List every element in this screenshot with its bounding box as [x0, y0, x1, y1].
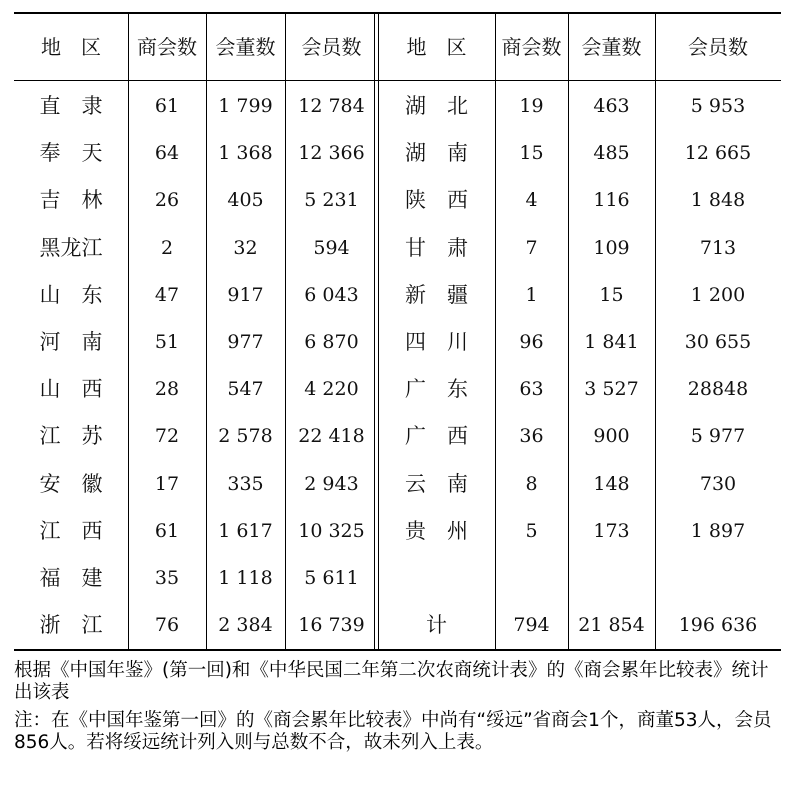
region-cell: 江 苏 [39, 424, 103, 449]
region-cell: 甘 肃 [405, 235, 468, 260]
column-header: 会董数 [215, 35, 276, 59]
value-cell: 1 897 [690, 519, 746, 542]
value-cell: 485 [593, 142, 630, 165]
value-cell: 1 841 [584, 331, 639, 353]
value-cell: 61 [154, 95, 180, 117]
value-cell: 594 [313, 236, 350, 259]
value-cell: 148 [593, 472, 630, 495]
column-header: 地 区 [41, 35, 101, 59]
region-cell: 江 西 [39, 518, 103, 543]
region-cell: 河 南 [39, 330, 103, 354]
value-cell: 109 [593, 236, 630, 259]
value-cell: 405 [227, 189, 264, 212]
value-cell: 1 [525, 283, 538, 306]
region-cell: 四 川 [405, 330, 468, 354]
value-cell: 72 [154, 425, 180, 448]
value-cell: 21 854 [578, 614, 645, 637]
value-cell: 5 231 [304, 189, 359, 212]
value-cell: 2 578 [218, 425, 273, 448]
region-cell: 吉 林 [39, 188, 103, 213]
value-cell: 173 [593, 519, 630, 542]
value-cell: 713 [699, 236, 737, 259]
value-cell: 28 [154, 378, 180, 401]
value-cell: 2 384 [218, 614, 273, 637]
value-cell: 17 [154, 472, 180, 495]
value-cell: 2 [160, 236, 174, 259]
region-cell: 广 东 [405, 377, 468, 402]
value-cell: 28848 [687, 378, 749, 401]
value-cell: 2 943 [304, 472, 359, 495]
value-cell: 463 [593, 95, 630, 117]
value-cell: 7 [525, 236, 538, 259]
value-cell: 4 [525, 189, 538, 212]
column-header: 商会数 [137, 35, 197, 59]
value-cell: 30 655 [684, 331, 752, 353]
value-cell: 32 [233, 236, 258, 259]
value-cell: 116 [593, 189, 630, 212]
region-cell: 广 西 [405, 424, 468, 449]
value-cell: 8 [525, 472, 538, 495]
value-cell: 5 [525, 519, 538, 542]
value-cell: 12 366 [298, 142, 365, 165]
source-note: 根据《中国年鉴》(第一回)和《中华民国二年第二次农商统计表》的《商会累年比较表》统计出该表 [14, 660, 769, 703]
column-header: 会董数 [581, 35, 642, 59]
region-cell: 湖 北 [405, 94, 468, 118]
value-cell: 1 799 [218, 95, 273, 117]
value-cell: 15 [519, 142, 544, 165]
value-cell: 547 [227, 378, 264, 401]
region-cell: 贵 州 [405, 518, 468, 543]
value-cell: 19 [519, 95, 544, 117]
value-cell: 63 [519, 378, 544, 401]
column-header: 会员数 [301, 35, 362, 59]
region-cell: 奉 天 [39, 141, 103, 166]
region-cell: 黑龙江 [39, 235, 103, 260]
value-cell: 61 [154, 519, 180, 542]
column-header: 商会数 [501, 35, 562, 59]
value-cell: 26 [154, 189, 180, 212]
value-cell: 1 118 [218, 567, 273, 589]
value-cell: 4 220 [304, 378, 359, 401]
value-cell: 6 870 [304, 331, 359, 353]
value-cell: 51 [154, 331, 180, 353]
value-cell: 1 617 [218, 519, 273, 542]
value-cell: 3 527 [584, 378, 639, 401]
value-cell: 6 043 [304, 283, 359, 306]
region-cell: 直 隶 [39, 94, 103, 118]
region-cell: 山 西 [39, 377, 103, 402]
value-cell: 1 848 [690, 189, 746, 212]
column-header: 会员数 [688, 35, 748, 59]
table-caption [14, 660, 784, 754]
value-cell: 917 [227, 283, 264, 306]
value-cell: 5 953 [690, 95, 746, 117]
value-cell: 96 [519, 331, 544, 353]
column-header: 地 区 [406, 35, 467, 59]
value-cell: 196 636 [678, 614, 758, 637]
region-cell: 山 东 [39, 282, 103, 307]
region-cell: 湖 南 [405, 141, 468, 166]
value-cell: 10 325 [298, 519, 365, 542]
header-rule [14, 80, 781, 81]
value-cell: 900 [593, 425, 630, 448]
footnote: 注：在《中国年鉴第一回》的《商会累年比较表》中尚有“绥远”省商会1个，商董53人，会员856人。若将绥远统计列入则与总数不合，故未列入上表。 [14, 710, 772, 753]
value-cell: 730 [699, 472, 737, 495]
region-cell: 计 [426, 613, 447, 638]
value-cell: 5 611 [304, 567, 359, 589]
value-cell: 1 368 [218, 142, 273, 165]
value-cell: 76 [154, 614, 180, 637]
value-cell: 22 418 [298, 425, 365, 448]
value-cell: 12 665 [684, 142, 752, 165]
value-cell: 977 [227, 331, 264, 353]
table-bottom-rule [14, 649, 781, 651]
region-cell: 浙 江 [39, 613, 103, 638]
value-cell: 335 [227, 472, 264, 495]
value-cell: 5 977 [690, 425, 746, 448]
value-cell: 794 [513, 614, 550, 637]
value-cell: 36 [519, 425, 544, 448]
region-cell: 云 南 [405, 471, 468, 496]
value-cell: 16 739 [298, 614, 365, 637]
value-cell: 1 200 [690, 283, 746, 306]
value-cell: 35 [154, 567, 180, 589]
value-cell: 15 [599, 283, 624, 306]
value-cell: 64 [154, 142, 180, 165]
table-top-rule [14, 12, 781, 14]
region-cell: 新 疆 [405, 282, 468, 307]
region-cell: 安 徽 [39, 471, 103, 496]
value-cell: 47 [154, 283, 180, 306]
region-cell: 陕 西 [405, 188, 468, 213]
value-cell: 12 784 [298, 95, 365, 117]
region-cell: 福 建 [39, 566, 103, 590]
